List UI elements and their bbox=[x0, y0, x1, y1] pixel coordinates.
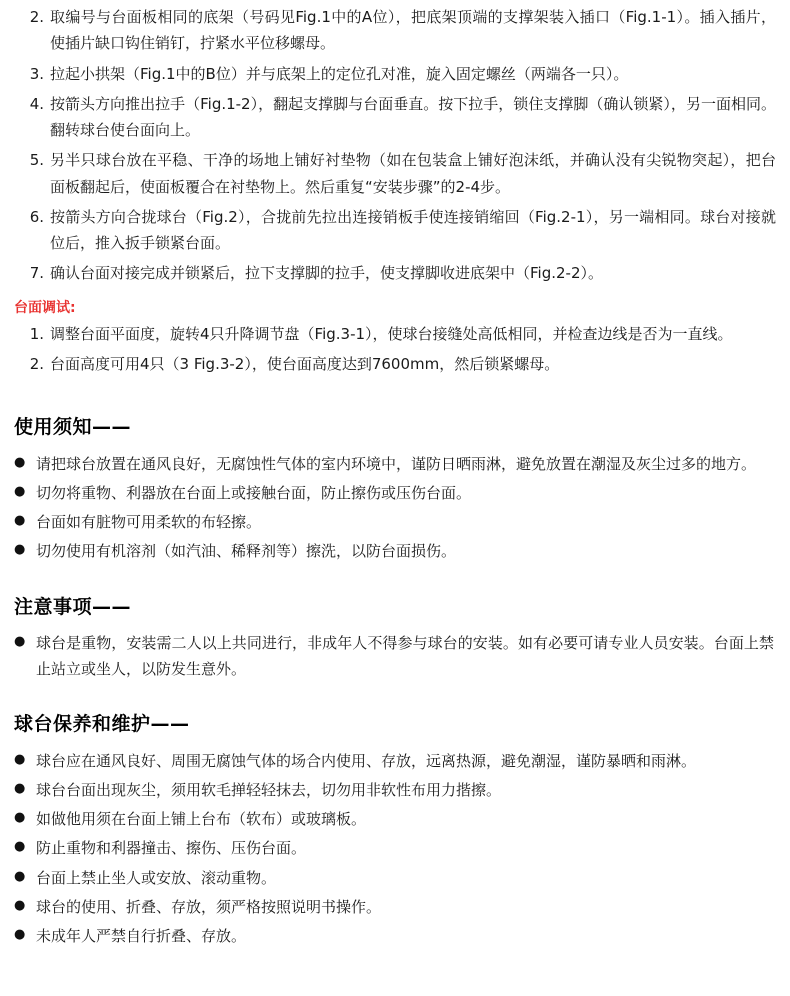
list-item bbox=[14, 835, 776, 861]
bullet-icon: ● bbox=[14, 513, 26, 529]
list-item-text: 拉起小拱架（Fig.1中的B位）并与底架上的定位孔对准，旋入固定螺丝（两端各一只）。 bbox=[50, 64, 629, 83]
list-item bbox=[14, 806, 776, 832]
list-item bbox=[14, 748, 776, 774]
section-heading-caution: 注意事项—— bbox=[14, 595, 132, 618]
adjust-steps-list bbox=[14, 321, 776, 378]
list-item-number: 5. bbox=[29, 151, 44, 170]
list-item bbox=[14, 260, 776, 286]
list-item-text: 台面上禁止坐人或安放、滚动重物。 bbox=[36, 868, 277, 887]
list-item-number: 2. bbox=[29, 355, 44, 374]
list-item-text: 防止重物和利器撞击、擦伤、压伤台面。 bbox=[36, 839, 307, 858]
caution-list bbox=[14, 630, 776, 683]
bullet-icon: ● bbox=[14, 927, 26, 943]
list-item bbox=[14, 777, 776, 803]
section-heading-usage: 使用须知—— bbox=[14, 416, 132, 439]
list-item bbox=[14, 147, 776, 200]
list-item bbox=[14, 321, 776, 347]
bullet-icon: ● bbox=[14, 780, 26, 796]
list-item bbox=[14, 923, 776, 949]
list-item-text: 球台的使用、折叠、存放，须严格按照说明书操作。 bbox=[36, 897, 382, 916]
usage-notes-list bbox=[14, 451, 776, 565]
list-item bbox=[14, 4, 776, 57]
list-item-text: 按箭头方向合拢球台（Fig.2），合拢前先拉出连接销板手使连接销缩回（Fig.2-1），另一端相同。球台对接就位后，推入扳手锁紧台面。 bbox=[50, 207, 776, 252]
list-item-number: 7. bbox=[29, 264, 44, 283]
list-item-text: 球台台面出现灰尘，须用软毛掸轻轻抹去，切勿用非软性布用力揩擦。 bbox=[36, 780, 502, 799]
bullet-icon: ● bbox=[14, 868, 26, 884]
list-item bbox=[14, 509, 776, 535]
list-item-text: 切勿将重物、利器放在台面上或接触台面，防止擦伤或压伤台面。 bbox=[36, 483, 472, 502]
list-item-number: 2. bbox=[29, 8, 44, 26]
bullet-icon: ● bbox=[14, 810, 26, 826]
maintenance-list bbox=[14, 748, 776, 950]
list-item bbox=[14, 61, 776, 87]
assembly-steps-list bbox=[14, 4, 776, 287]
list-item-text: 球台应在通风良好、周围无腐蚀气体的场合内使用、存放，远离热源，避免潮湿，谨防暴晒和雨淋。 bbox=[36, 751, 697, 770]
list-item-number: 6. bbox=[29, 207, 44, 226]
list-item-text: 台面高度可用4只（3 Fig.3-2），使台面高度达到7600mm，然后锁紧螺母。 bbox=[50, 355, 560, 374]
list-item bbox=[14, 351, 776, 377]
list-item-text: 如做他用须在台面上铺上台布（软布）或玻璃板。 bbox=[36, 810, 367, 829]
list-item-text: 切勿使用有机溶剂（如汽油、稀释剂等）擦洗，以防台面损伤。 bbox=[36, 542, 457, 561]
list-item-number: 3. bbox=[29, 64, 44, 83]
list-item bbox=[14, 538, 776, 564]
bullet-icon: ● bbox=[14, 897, 26, 913]
bullet-icon: ● bbox=[14, 633, 26, 649]
list-item-text: 另半只球台放在平稳、干净的场地上铺好衬垫物（如在包装盒上铺好泡沫纸，并确认没有尖锐物突起），把台面板翻起后，使面板覆合在衬垫物上。然后重复“安装步骤”的2-4步。 bbox=[50, 151, 776, 196]
list-item-text: 确认台面对接完成并锁紧后，拉下支撑脚的拉手，使支撑脚收进底架中（Fig.2-2）。 bbox=[50, 264, 603, 283]
bullet-icon: ● bbox=[14, 483, 26, 499]
bullet-icon: ● bbox=[14, 542, 26, 558]
list-item-text: 调整台面平面度，旋转4只升降调节盘（Fig.3-1），使球台接缝处高低相同，并检查边线是否为一直线。 bbox=[50, 324, 733, 343]
section-heading-maintenance: 球台保养和维护—— bbox=[14, 713, 190, 736]
list-item-text: 未成年人严禁自行折叠、存放。 bbox=[36, 927, 247, 946]
list-item bbox=[14, 865, 776, 891]
list-item-text: 球台是重物，安装需二人以上共同进行，非成年人不得参与球台的安装。如有必要可请专业人员安装。台面上禁止站立或坐人，以防发生意外。 bbox=[36, 633, 774, 679]
list-item-text: 请把球台放置在通风良好，无腐蚀性气体的室内环境中，谨防日晒雨淋，避免放置在潮湿及灰尘过多的地方。 bbox=[36, 454, 757, 473]
list-item-number: 1. bbox=[29, 324, 44, 343]
list-item bbox=[14, 91, 776, 144]
list-item-text: 取编号与台面板相同的底架（号码见Fig.1中的A位），把底架顶端的支撑架装入插口（Fig.1-1）。插入插片，使插片缺口钩住销钉，拧紧水平位移螺母。 bbox=[50, 8, 776, 53]
bullet-icon: ● bbox=[14, 839, 26, 855]
list-item bbox=[14, 451, 776, 477]
list-item bbox=[14, 204, 776, 257]
list-item-number: 4. bbox=[29, 94, 44, 113]
list-item-text: 按箭头方向推出拉手（Fig.1-2），翻起支撑脚与台面垂直。按下拉手，锁住支撑脚（确认锁紧），另一面相同。翻转球台使台面向上。 bbox=[50, 94, 776, 139]
bullet-icon: ● bbox=[14, 454, 26, 470]
bullet-icon: ● bbox=[14, 751, 26, 767]
list-item bbox=[14, 630, 776, 683]
adjust-heading: 台面调试: bbox=[14, 299, 76, 316]
list-item bbox=[14, 480, 776, 506]
list-item-text: 台面如有脏物可用柔软的布轻擦。 bbox=[36, 513, 262, 532]
list-item bbox=[14, 894, 776, 920]
